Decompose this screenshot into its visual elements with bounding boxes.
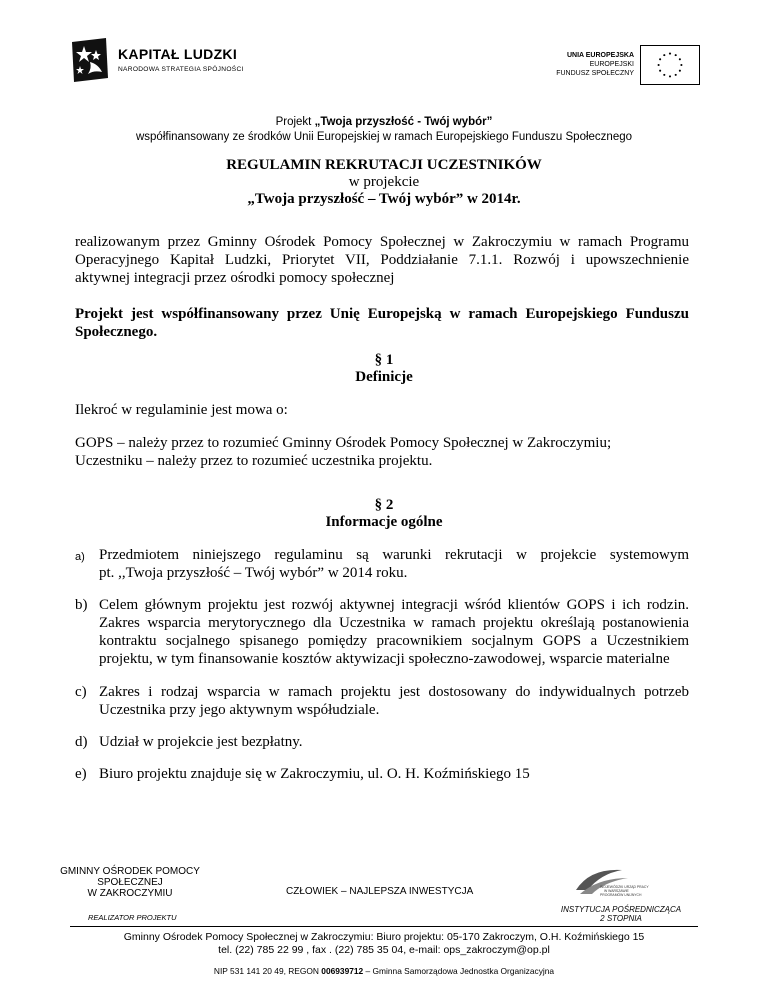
list-marker: b) [75,597,88,613]
kapital-ludzki-subtitle: NARODOWA STRATEGIA SPÓJNOŚCI [118,66,244,73]
intro-paragraph [75,233,689,287]
eu-line2: EUROPEJSKI [589,61,634,68]
footer-address-line: Gminny Ośrodek Pomocy Społecznej w Zakroczymiu: Biuro projektu: 05-170 Zakroczym, O.H. Koźmińskiego 15 [123,931,645,943]
intro-line: aktywnej integracji przez ośrodki pomocy społecznej [75,270,395,286]
cofinanced-header-line: współfinansowany ze środków Unii Europejskiej w ramach Europejskiego Funduszu Społecznego [135,131,633,143]
document-title: REGULAMIN REKRUTACJI UCZESTNIKÓW [226,157,542,173]
footer-realizator-label: REALIZATOR PROJEKTU [88,913,177,922]
footer-org-type: – Gminna Samorządowa Jednostka Organizacyjna [363,966,555,976]
project-name-header: „Twoja przyszłość - Twój wybór” [314,116,493,128]
section2-heading: Informacje ogólne [325,514,443,530]
section1-number: § 1 [374,352,394,368]
section1-lead: Ilekroć w regulaminie jest mowa o: [75,402,288,418]
funding-paragraph [75,305,689,341]
list-marker: d) [75,734,88,750]
footer-institution-line: 2 STOPNIA [600,914,642,923]
footer-nip: NIP 531 141 20 49, REGON [213,966,322,976]
wup-logo-icon [570,864,650,900]
footer-organization [60,866,200,899]
eu-flag-icon [640,45,700,85]
footer-institution [556,905,686,923]
project-header-line [0,116,768,128]
kapital-ludzki-title: KAPITAŁ LUDZKI [118,46,238,62]
section1-heading: Definicje [355,369,413,385]
kapital-ludzki-logo [70,38,270,86]
list-marker: e) [75,766,87,782]
footer-org-line: W ZAKROCZYMIU [87,888,173,899]
list-item-line: Celem głównym projektu jest rozwój aktywnej integracji wśród klientów GOPS i ich rodzin. [99,597,689,613]
eu-line1: UNIA EUROPEJSKA [566,52,634,59]
list-item-line: pt. ,,Twoja przyszłość – Twój wybór” w 2014 roku. [99,565,408,581]
section1-definitions [75,434,689,470]
document-project-name: „Twoja przyszłość – Twój wybór” w 2014r. [247,191,521,207]
footer-divider [70,926,698,927]
eu-line3: FUNDUSZ SPOŁECZNY [556,70,634,77]
footer-org-line: GMINNY OŚRODEK POMOCY [60,866,200,877]
list-item-line: Biuro projektu znajduje się w Zakroczymiu, ul. O. H. Koźmińskiego 15 [99,766,530,782]
kapital-ludzki-flag-icon [70,38,110,82]
footer-contact-line: tel. (22) 785 22 99 , fax . (22) 785 35 04, e-mail: ops_zakroczym@op.pl [218,944,550,956]
list-item-line: Uczestnika przy jego aktywnym współudziale. [99,702,380,718]
intro-line: Operacyjnego Kapitał Ludzki, Priorytet VII, Poddziałanie 7.1.1. Rozwój i upowszechnienie [75,252,689,268]
list-item-line: Udział w projekcie jest bezpłatny. [99,734,303,750]
definition-item: GOPS – należy przez to rozumieć Gminny Ośrodek Pomocy Społecznej w Zakroczymiu; [75,435,612,451]
eu-logo [540,45,700,87]
footer-org-line: SPOŁECZNEJ [97,877,163,888]
footer-slogan: CZŁOWIEK – NAJLEPSZA INWESTYCJA [286,886,474,897]
list-item-line: Zakres wsparcia merytorycznego dla Uczestnika w ramach projektu określają postanowienia [99,615,689,631]
wup-logo-line: WOJEWÓDZKI URZĄD PRACY [600,885,649,889]
list-item-line: Przedmiotem niniejszego regulaminu są warunki rekrutacji w projekcie systemowym [99,547,689,563]
list-item-line: projektu, w tym finansowanie kosztów aktywizacji społeczno-zawodowej, wsparcie materialne [99,651,670,667]
funding-line: Projekt jest współfinansowany przez Unię Europejską w ramach Europejskiego Funduszu [75,306,689,322]
project-prefix: Projekt [275,116,315,128]
wup-logo-line: W WARSZAWIE [604,889,629,893]
wup-logo-line: PROGRAMÓW UNIJNYCH [600,893,642,897]
list-item-line: kontraktu socjalnego spisanego pomiędzy pracownikiem socjalnym GOPS a Uczestnikiem [99,633,689,649]
footer-registry-line [0,966,768,976]
footer-regon: 006939712 [321,966,364,976]
list-item-line: Zakres i rodzaj wsparcia w ramach projektu jest dostosowany do indywidualnych potrzeb [99,684,689,700]
intro-line: realizowanym przez Gminny Ośrodek Pomocy Społecznej w Zakroczymiu w ramach Programu [75,234,689,250]
section2-number: § 2 [374,497,394,513]
list-marker: c) [75,684,87,700]
list-marker: a) [75,551,85,563]
document-subtitle: w projekcie [348,174,420,190]
eu-logo-text [556,51,634,78]
funding-line: Społecznego. [75,324,158,340]
definition-item: Uczestniku – należy przez to rozumieć uczestnika projektu. [75,453,433,469]
footer-institution-line: INSTYTUCJA POŚREDNICZĄCA [560,905,682,914]
